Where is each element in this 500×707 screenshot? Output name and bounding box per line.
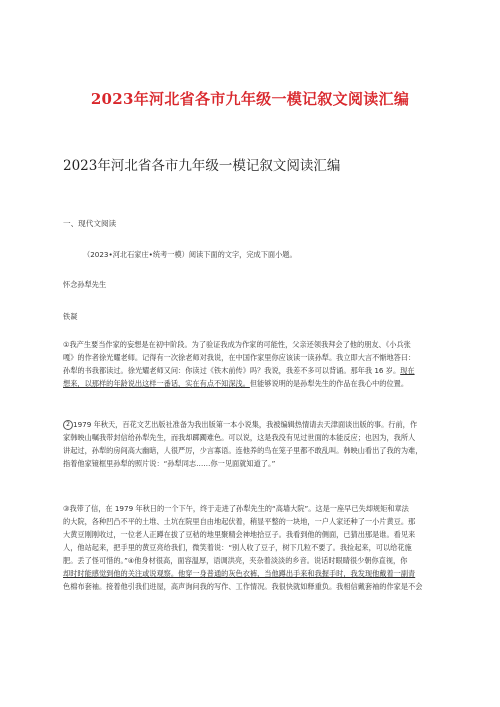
paragraph-1-line: 孙犁的书我都读过。徐光耀老师又问：你读过《铁木前传》吗？我说，我差不多可以背诵。那年我 16 岁。现在: [63, 366, 415, 375]
paragraph-1: [63, 338, 441, 390]
paragraph-3-line: 大黄豆刚刚收过，一位老人正蹲在拔了豆秸的地里聚精会神地拾豆子。我看到他的侧面，已猜出那是谁。看见来: [63, 530, 416, 539]
document-heading: 2023年河北省各市九年级一模记叙文阅读汇编: [63, 158, 341, 174]
paragraph-3-line: 人，他站起来，把手里的黄豆亮给我们，微笑着说：“别人收了豆子，树下几粒不要了。我捡起来，可以给花施: [63, 543, 412, 552]
paragraph-2-line: 指着他家镜框里孙犁的照片说：“孙犁同志……你一见面就知道了。”: [63, 459, 276, 468]
paragraph-2-line: 讲起过，孙犁的房间高大幽暗，人很严厉，少言寡语。连他养的鸟在笼子里都不敢乱叫。韩映山看出了我的为难，: [63, 446, 423, 455]
underlined-text: 现在: [400, 366, 415, 375]
paragraph-number-badge: 2: [63, 420, 73, 430]
underlined-text: 想来，以那样的年龄说出这样一番话，实在有点不知深浅。: [63, 379, 250, 388]
paragraph-3-line: 的大院，各种凹凸不平的土堆、土坑在院里自由地起伏着，稍显平整的一块地，一户人家还种了一小片黄豆。那: [63, 517, 416, 526]
question-source: （2023•河北石家庄•统考一模）阅读下面的文字，完成下面小题。: [83, 250, 297, 259]
paragraph-3-line: 肥。丢了怪可惜的。”④他身材很高，面容温厚，语调洪亮，夹杂着淡淡的乡音。说话时眼睛很少朝你直视，你: [63, 556, 408, 565]
paragraph-1-line: ①我产生要当作家的妄想是在初中阶段。为了验证我成为作家的可能性，父亲还领我拜会了他的朋友、《小兵张: [63, 340, 411, 349]
paragraph-2: [63, 418, 441, 470]
article-title: 怀念孙犁先生: [63, 280, 107, 289]
paragraph-2-line: 2 1979 年秋天，百花文艺出版社准备为我出版第一本小说集，我被编辑热情请去天津面谈出版的事。行前，作: [63, 418, 441, 431]
paragraph-3-line: 却时时能感觉到他的关注或说观察。他穿一身普通的灰色衣裤，当他蹲出手来和我握手时，我发现他戴着一副青: [63, 569, 416, 578]
document-title-red: 2023年河北省各市九年级一模记叙文阅读汇编: [90, 90, 410, 108]
paragraph-3-line: 色棉布套袖。接着他引我们进屋，高声询问我的写作、工作情况。我很快就如释重负。我相信戴套袖的作家是不会: [63, 582, 423, 591]
paragraph-1-line: 嘎》的作者徐光耀老师。记得有一次徐老师对我说，在中国作家里你应该读一读孙犁。我立即大言不惭地答曰：: [63, 353, 416, 362]
paragraph-2-line: 家韩映山嘱我带封信给孙犁先生，而我却踯躅难色。可以说，这是我没有见过世面的本能反应；也因为，我所人: [63, 433, 416, 442]
article-author: 铁凝: [63, 312, 78, 321]
paragraph-1-line: 想来，以那样的年龄说出这样一番话，实在有点不知深浅。但能够说明的是孙犁先生的作品在我心中的位置。: [63, 379, 409, 388]
section-heading: 一、现代文阅读: [63, 219, 117, 228]
paragraph-3-line: ③我带了信，在 1979 年秋日的一个下午，终于走进了孙犁先生的“高墙大院”。这是一座早已失却规矩和章法: [63, 504, 409, 513]
paragraph-3: [63, 502, 441, 593]
